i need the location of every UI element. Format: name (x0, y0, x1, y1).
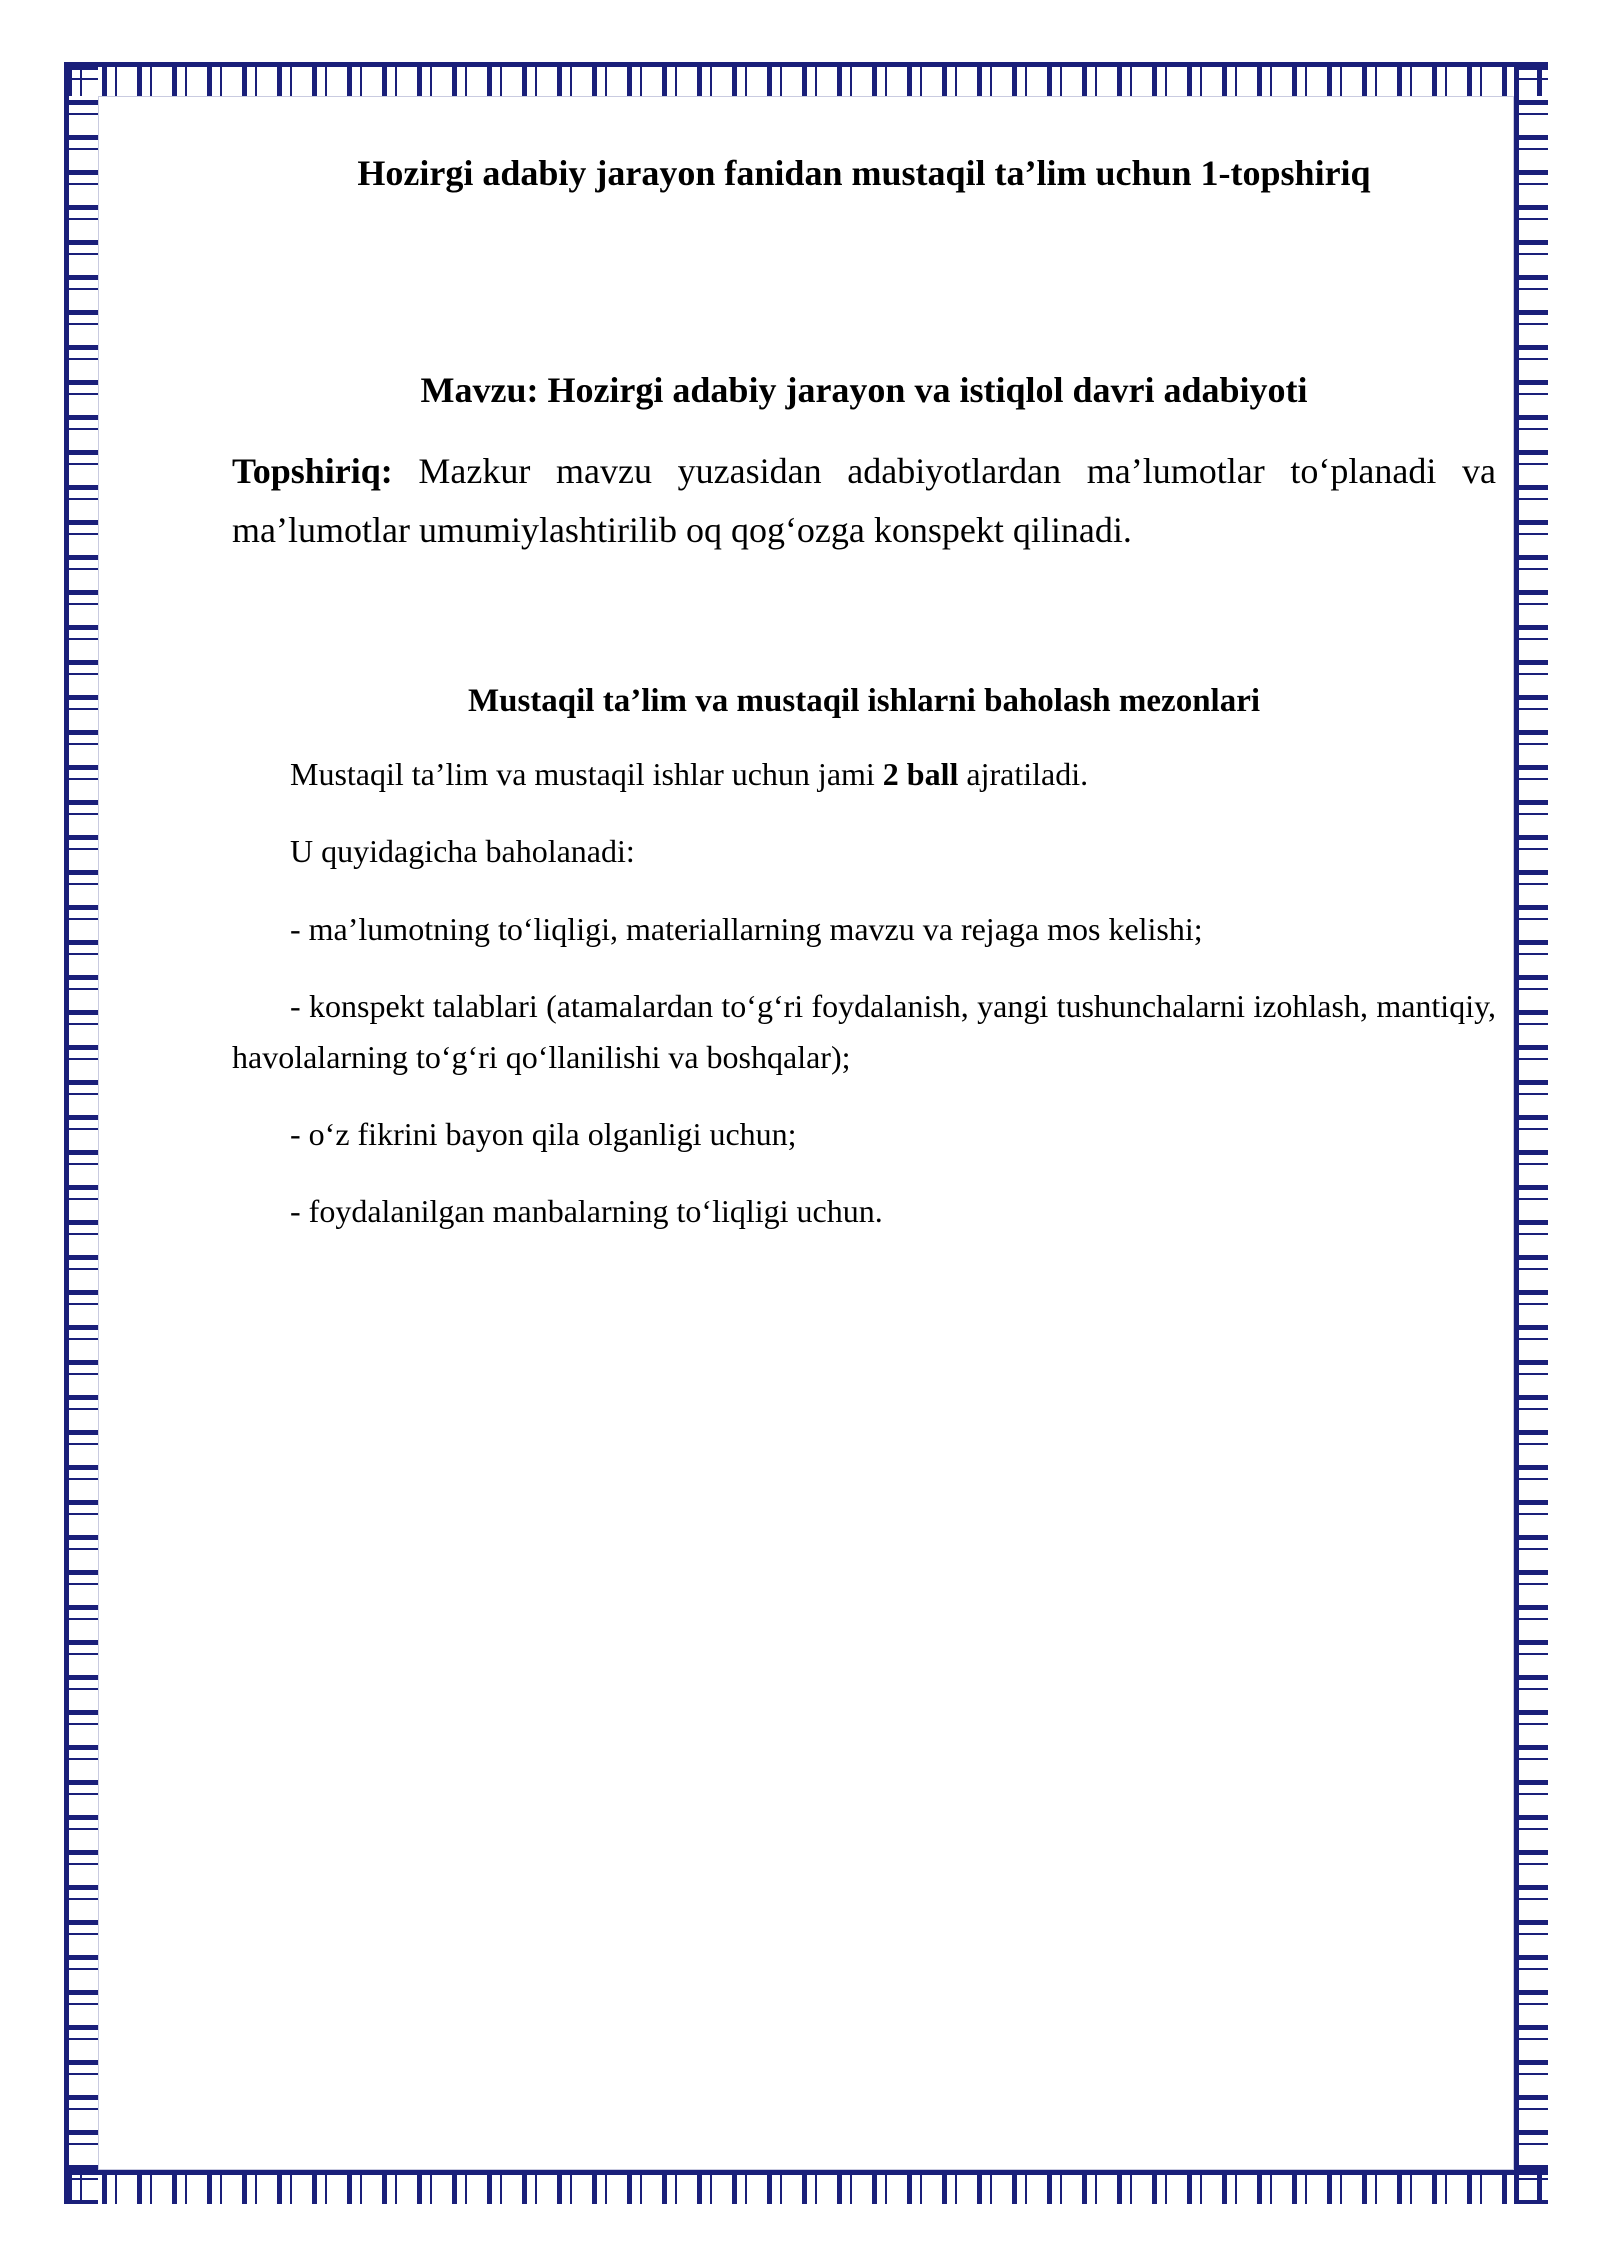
criteria-item: - ma’lumotning to‘liqligi, materiallarning mavzu va rejaga mos kelishi; (290, 910, 1203, 947)
topic-heading: Mavzu: Hozirgi adabiy jarayon va istiqlol davri adabiyoti (420, 369, 1308, 410)
border-right (1514, 62, 1548, 2204)
document-title: Hozirgi adabiy jarayon fanidan mustaqil ta’lim uchun 1-topshiriq (357, 153, 1371, 193)
task-text: Mazkur mavzu yuzasidan adabiyotlardan ma’lumotlar to‘planadi va ma’lumotlar umumiylashtirilib oq qog‘ozga konspekt qilinadi. (232, 450, 1496, 550)
border-bottom (64, 2170, 1548, 2204)
evaluated-line: U quyidagicha baholanadi: (290, 833, 635, 870)
criteria-item: - konspekt talablari (atamalardan to‘g‘ri foydalanish, yangi tushunchalarni izohlash, mantiqiy, havolalarning to‘g‘ri qo‘llanilishi va boshqalar); (232, 987, 1496, 1076)
document-body (232, 150, 1496, 1238)
border-left (64, 62, 98, 2204)
criteria-item: - foydalanilgan manbalarning to‘liqligi uchun. (290, 1193, 883, 1230)
score-paragraph (232, 749, 1496, 800)
score-text-before: Mustaqil ta’lim va mustaqil ishlar uchun jami (290, 756, 883, 793)
border-top (64, 62, 1548, 96)
score-text-after: ajratiladi. (958, 756, 1089, 793)
criteria-item: - o‘z fikrini bayon qila olganligi uchun; (290, 1116, 797, 1153)
task-label: Topshiriq: (232, 450, 393, 491)
task-paragraph (232, 442, 1496, 561)
score-value: 2 ball (882, 756, 959, 793)
criteria-heading: Mustaqil ta’lim va mustaqil ishlarni baholash mezonlari (467, 683, 1261, 720)
